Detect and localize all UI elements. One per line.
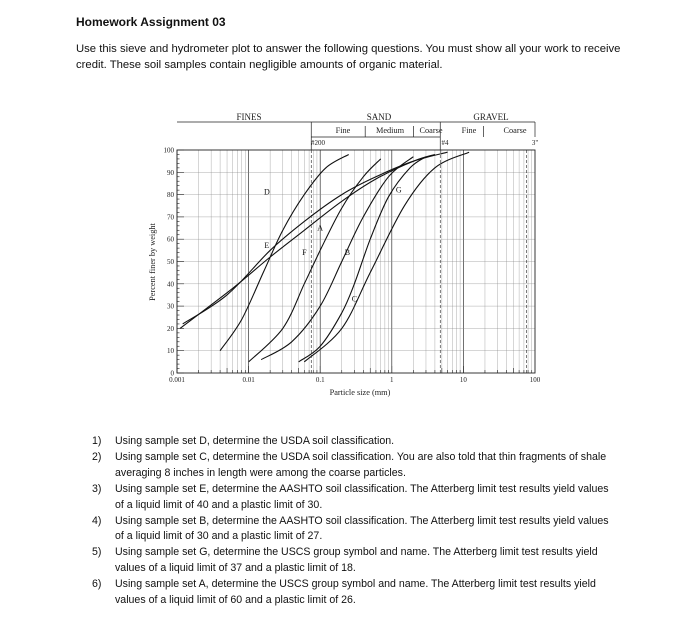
- instructions-line: credit. These soil samples contain negligible amounts of organic material.: [76, 59, 443, 71]
- instructions-line: Use this sieve and hydrometer plot to answer the following questions. You must show all your work to receive: [76, 43, 621, 55]
- y-tick-label: 100: [163, 146, 174, 155]
- y-tick-label: 30: [167, 302, 174, 311]
- x-tick-label: 100: [529, 376, 541, 384]
- y-tick-label: 60: [167, 235, 174, 244]
- grain-size-chart: [140, 100, 560, 412]
- question-text: Using sample set E, determine the AASHTO soil classification. The Atterberg limit test results yield values: [115, 482, 609, 495]
- question-item: [92, 434, 652, 450]
- curve-a: [180, 155, 435, 329]
- question-text: Using sample set D, determine the USDA soil classification.: [115, 435, 395, 447]
- question-number: 1): [92, 435, 102, 447]
- curve-label-e: E: [264, 241, 270, 251]
- gravel-fine-label: Fine: [461, 126, 477, 135]
- instructions: [76, 41, 636, 73]
- page-title: Homework Assignment 03: [76, 15, 226, 29]
- x-tick-label: 1: [390, 376, 394, 384]
- sieve-4-label: #4: [441, 139, 449, 147]
- question-text: of a liquid limit of 40 and a plastic limit of 30.: [115, 498, 323, 511]
- question-text: averaging 8 inches in length were among the coarse particles.: [115, 466, 406, 479]
- y-tick-label: 20: [167, 324, 174, 333]
- y-axis-label: Percent finer by weight: [148, 223, 157, 301]
- curve-label-g: G: [395, 185, 402, 195]
- x-tick-label: 0.1: [315, 376, 325, 384]
- chart-grid: [177, 150, 535, 373]
- question-item: [92, 545, 652, 577]
- gradation-curves: [180, 152, 469, 362]
- question-list: [92, 434, 652, 609]
- question-number: 6): [92, 578, 102, 591]
- x-tick-label: 10: [459, 376, 467, 384]
- question-text: of a liquid limit of 30 and a plastic limit of 27.: [115, 530, 323, 543]
- y-tick-label: 70: [167, 213, 174, 222]
- gravel-label: GRAVEL: [473, 112, 509, 122]
- x-tick-label: 0.001: [169, 376, 185, 384]
- fines-label: FINES: [236, 112, 262, 122]
- sand-medium-label: Medium: [375, 126, 405, 135]
- sieve-200-label: #200: [311, 139, 325, 147]
- y-tick-label: 50: [167, 258, 174, 266]
- question-text: values of a liquid limit of 60 and a plastic limit of 26.: [115, 594, 356, 607]
- question-text: Using sample set C, determine the USDA soil classification. You are also told that thin fragments of shale: [115, 450, 607, 463]
- curve-label-f: F: [302, 247, 307, 257]
- sand-coarse-label: Coarse: [419, 126, 443, 135]
- y-tick-label: 90: [167, 168, 174, 177]
- curve-b: [261, 157, 413, 360]
- sand-label: SAND: [366, 112, 392, 122]
- question-text: Using sample set A, determine the USCS group symbol and name. The Atterberg limit test results yield: [115, 578, 596, 591]
- y-tick-label: 40: [167, 280, 174, 289]
- curve-label-a: A: [317, 223, 324, 233]
- question-item: [92, 514, 652, 546]
- classification-header: [177, 112, 538, 150]
- question-text: values of a liquid limit of 37 and a plastic limit of 18.: [115, 562, 356, 575]
- question-item: [92, 450, 652, 482]
- question-number: 3): [92, 482, 102, 495]
- question-number: 2): [92, 450, 102, 463]
- curve-d: [220, 155, 349, 351]
- y-tick-label: 80: [167, 191, 174, 200]
- curve-label-c: C: [351, 294, 358, 304]
- question-item: [92, 482, 652, 514]
- curve-g: [304, 152, 469, 362]
- y-tick-label: 0: [170, 369, 174, 378]
- sand-fine-label: Fine: [335, 126, 351, 135]
- question-item: [92, 577, 652, 609]
- gravel-coarse-label: Coarse: [503, 126, 527, 135]
- x-tick-label: 0.01: [242, 376, 255, 384]
- curve-label-b: B: [344, 247, 351, 257]
- curve-label-d: D: [263, 187, 270, 197]
- x-axis-label: Particle size (mm): [329, 388, 391, 397]
- question-text: Using sample set G, determine the USCS group symbol and name. The Atterberg limit test results yield: [115, 546, 598, 559]
- question-text: Using sample set B, determine the AASHTO soil classification. The Atterberg limit test results yield values: [115, 514, 609, 527]
- sieve-3in-label: 3": [531, 139, 539, 147]
- question-number: 5): [92, 546, 102, 559]
- question-number: 4): [92, 514, 102, 527]
- curve-e: [183, 152, 448, 324]
- y-tick-label: 10: [167, 347, 174, 356]
